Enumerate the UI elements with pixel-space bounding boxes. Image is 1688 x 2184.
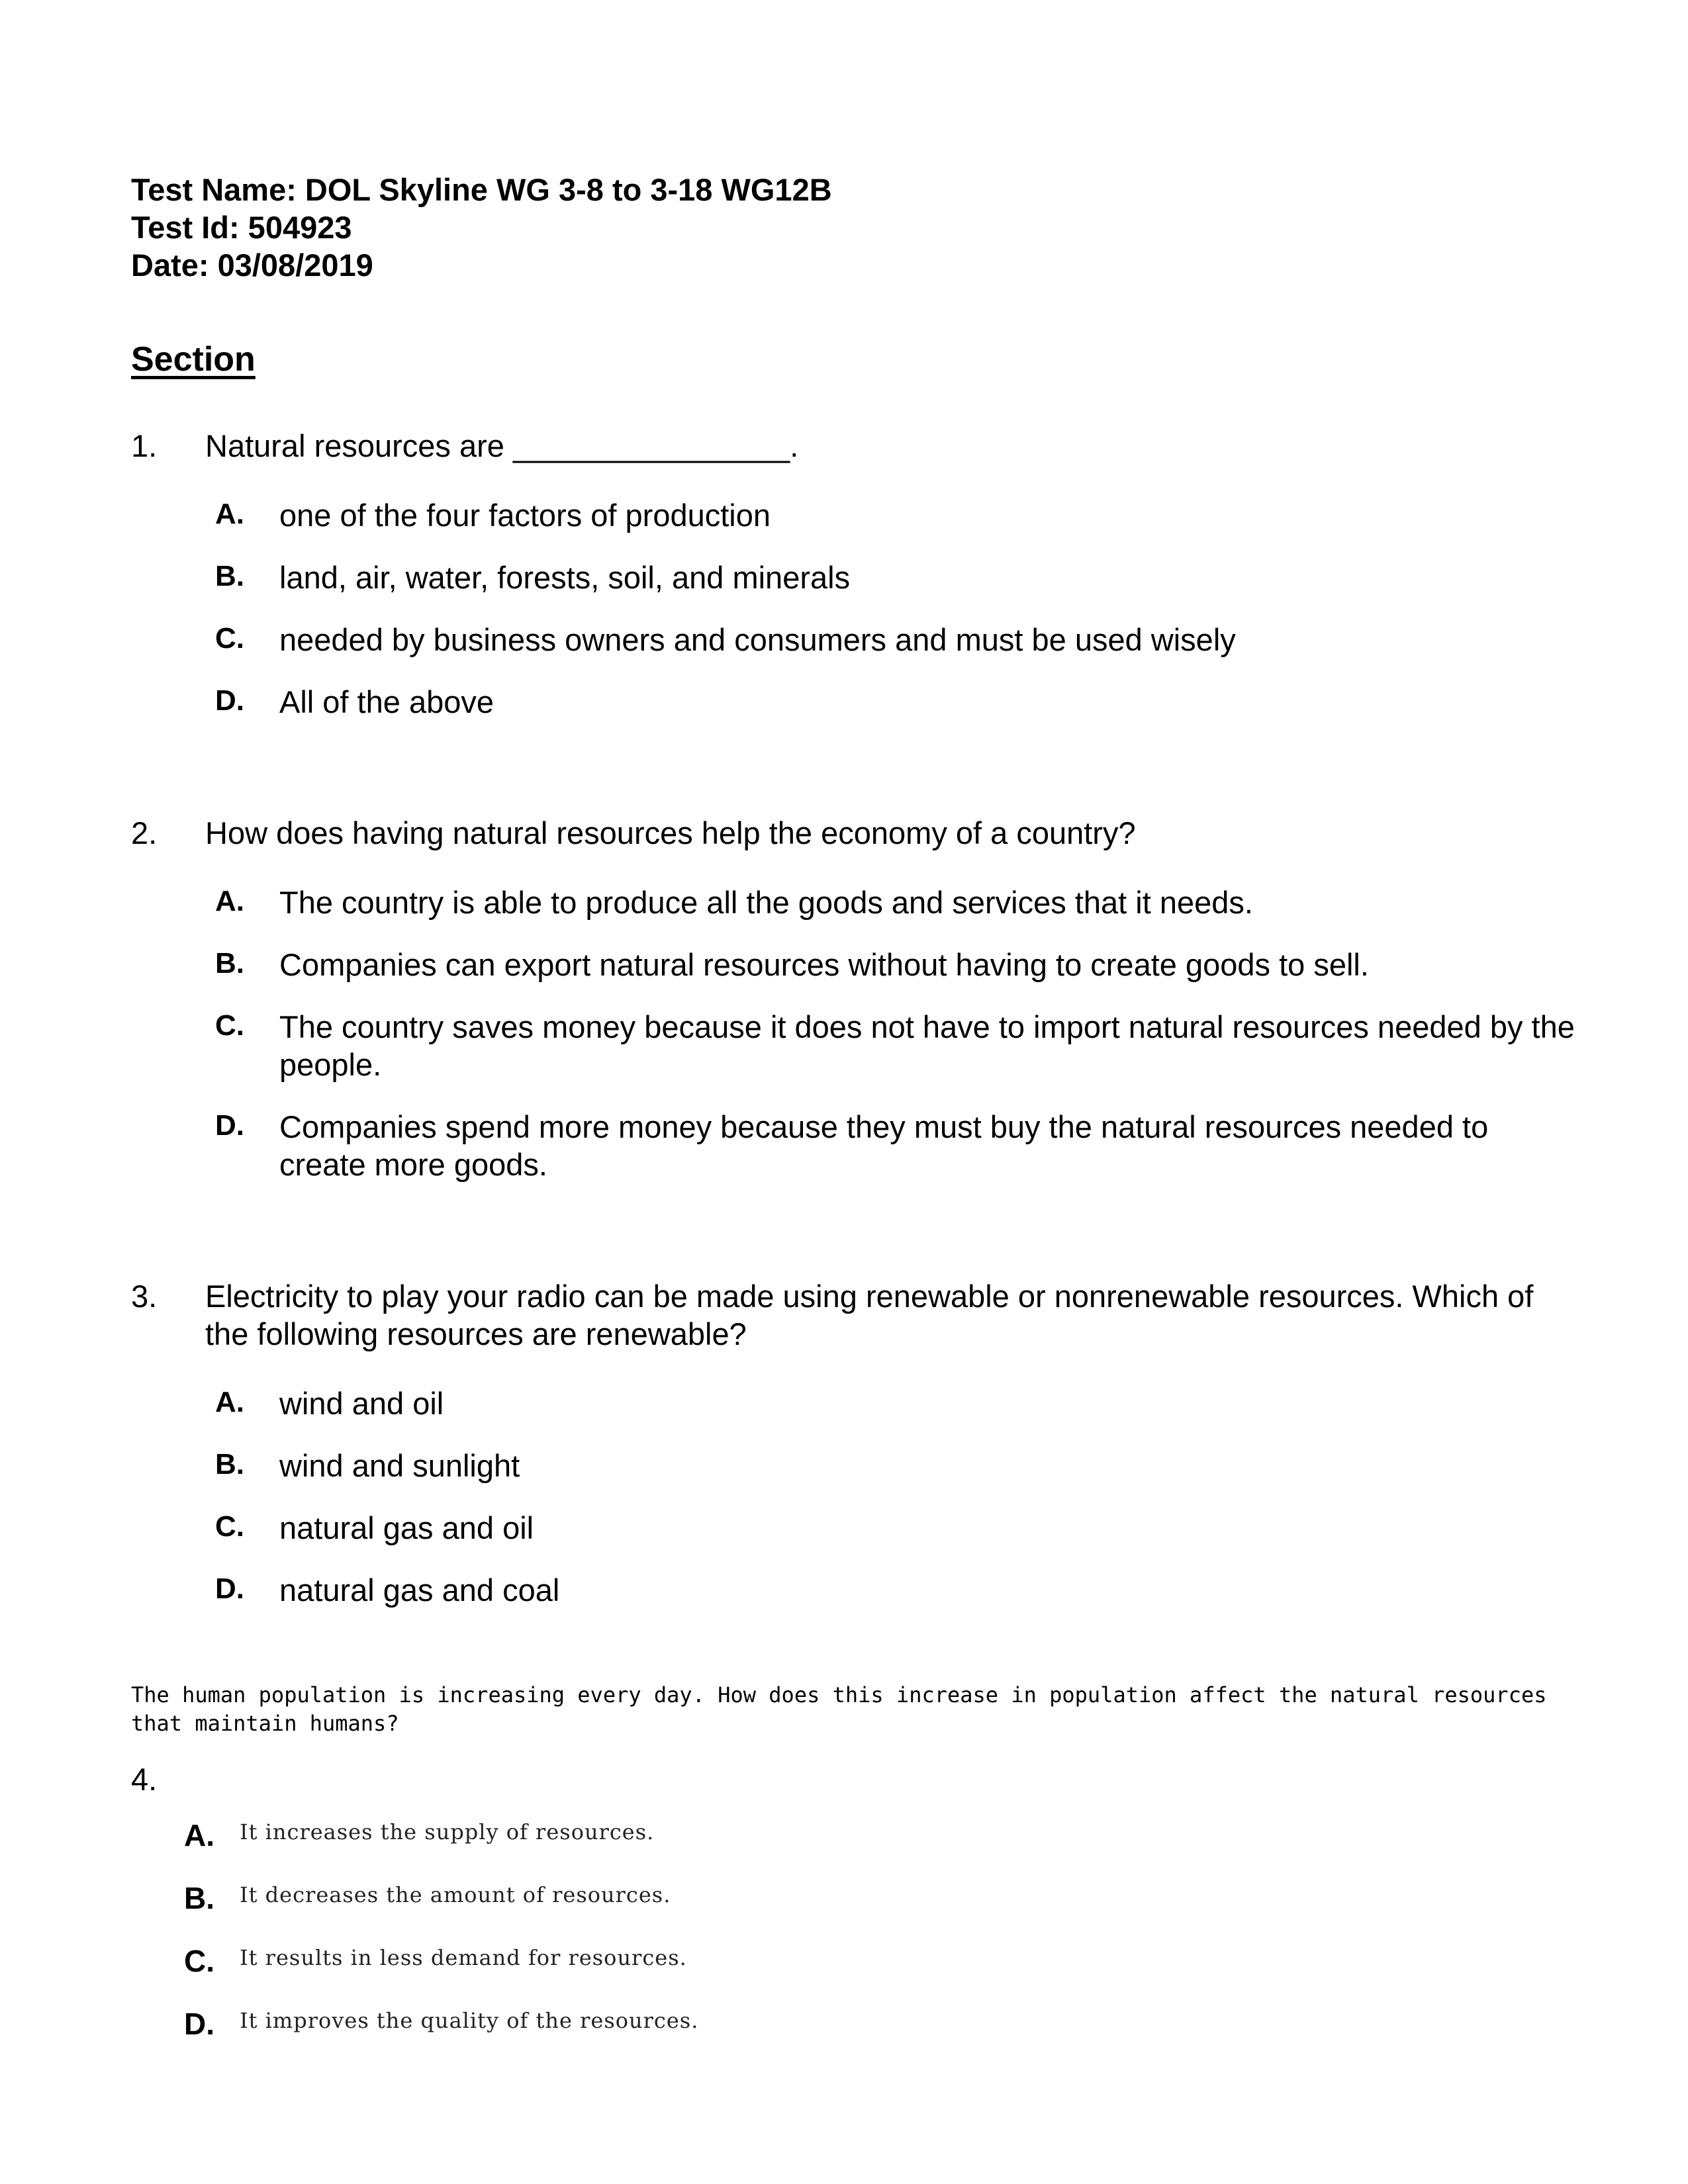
question-1-option-c-text: needed by business owners and consumers and must be used wisely [279, 622, 1236, 657]
test-name: Test Name: DOL Skyline WG 3-8 to 3-18 WG12B [131, 172, 832, 207]
question-4-option-b-letter: B. [184, 1881, 214, 1915]
question-4-option-a-text: It increases the supply of resources. [240, 1819, 655, 1844]
section-title: Section [131, 340, 256, 379]
question-1-option-d-letter: D. [215, 684, 244, 717]
question-4-option-d-text: It improves the quality of the resources. [240, 2008, 699, 2033]
question-2-option-d-text: Companies spend more money because they must buy the natural resources needed to create more goods. [279, 1109, 1489, 1182]
question-2-option-b-text: Companies can export natural resources without having to create goods to sell. [279, 947, 1369, 982]
question-1-text: Natural resources are ________________. [205, 428, 799, 463]
question-3-option-c-letter: C. [215, 1510, 244, 1543]
question-2-option-b-letter: B. [215, 947, 244, 979]
question-3-option-a-letter: A. [215, 1386, 244, 1418]
test-date: Date: 03/08/2019 [131, 248, 373, 283]
question-4-option-a-letter: A. [184, 1818, 214, 1852]
question-2-option-c-text: The country saves money because it does not have to import natural resources needed by the people. [279, 1009, 1575, 1082]
question-4-option-b-text: It decreases the amount of resources. [240, 1882, 671, 1907]
question-1-option-a-text: one of the four factors of production [279, 498, 771, 533]
question-1-option-b-text: land, air, water, forests, soil, and minerals [279, 560, 851, 595]
question-4-option-c-letter: C. [184, 1944, 214, 1978]
test-header [131, 171, 832, 284]
question-1-option-d-text: All of the above [279, 684, 494, 719]
question-4-text: The human population is increasing every day. How does this increase in population affect the natural resources that maintain humans? [131, 1682, 1547, 1736]
question-2-number: 2. [131, 815, 158, 850]
test-id: Test Id: 504923 [131, 210, 352, 245]
question-3-option-d-text: natural gas and coal [279, 1572, 560, 1608]
question-2-option-a-text: The country is able to produce all the goods and services that it needs. [279, 885, 1253, 920]
question-3-option-b-letter: B. [215, 1448, 244, 1480]
question-3-option-b-text: wind and sunlight [279, 1448, 520, 1483]
question-1-number: 1. [131, 428, 158, 463]
question-3-number: 3. [131, 1279, 158, 1314]
question-2-option-a-letter: A. [215, 885, 244, 917]
question-4-number: 4. [131, 1762, 158, 1797]
question-4-option-d-letter: D. [184, 2007, 214, 2041]
question-3-option-a-text: wind and oil [279, 1386, 444, 1421]
question-1-option-a-letter: A. [215, 498, 244, 530]
question-3-text: Electricity to play your radio can be made using renewable or nonrenewable resources. Which of the following resources are renewable? [205, 1279, 1534, 1351]
question-1-option-b-letter: B. [215, 560, 244, 592]
question-3-option-d-letter: D. [215, 1572, 244, 1605]
question-2-option-d-letter: D. [215, 1109, 244, 1142]
question-3-option-c-text: natural gas and oil [279, 1510, 534, 1545]
question-2-text: How does having natural resources help the economy of a country? [205, 815, 1136, 850]
question-2-option-c-letter: C. [215, 1009, 244, 1042]
question-4-option-c-text: It results in less demand for resources. [240, 1945, 687, 1970]
question-1-option-c-letter: C. [215, 622, 244, 655]
